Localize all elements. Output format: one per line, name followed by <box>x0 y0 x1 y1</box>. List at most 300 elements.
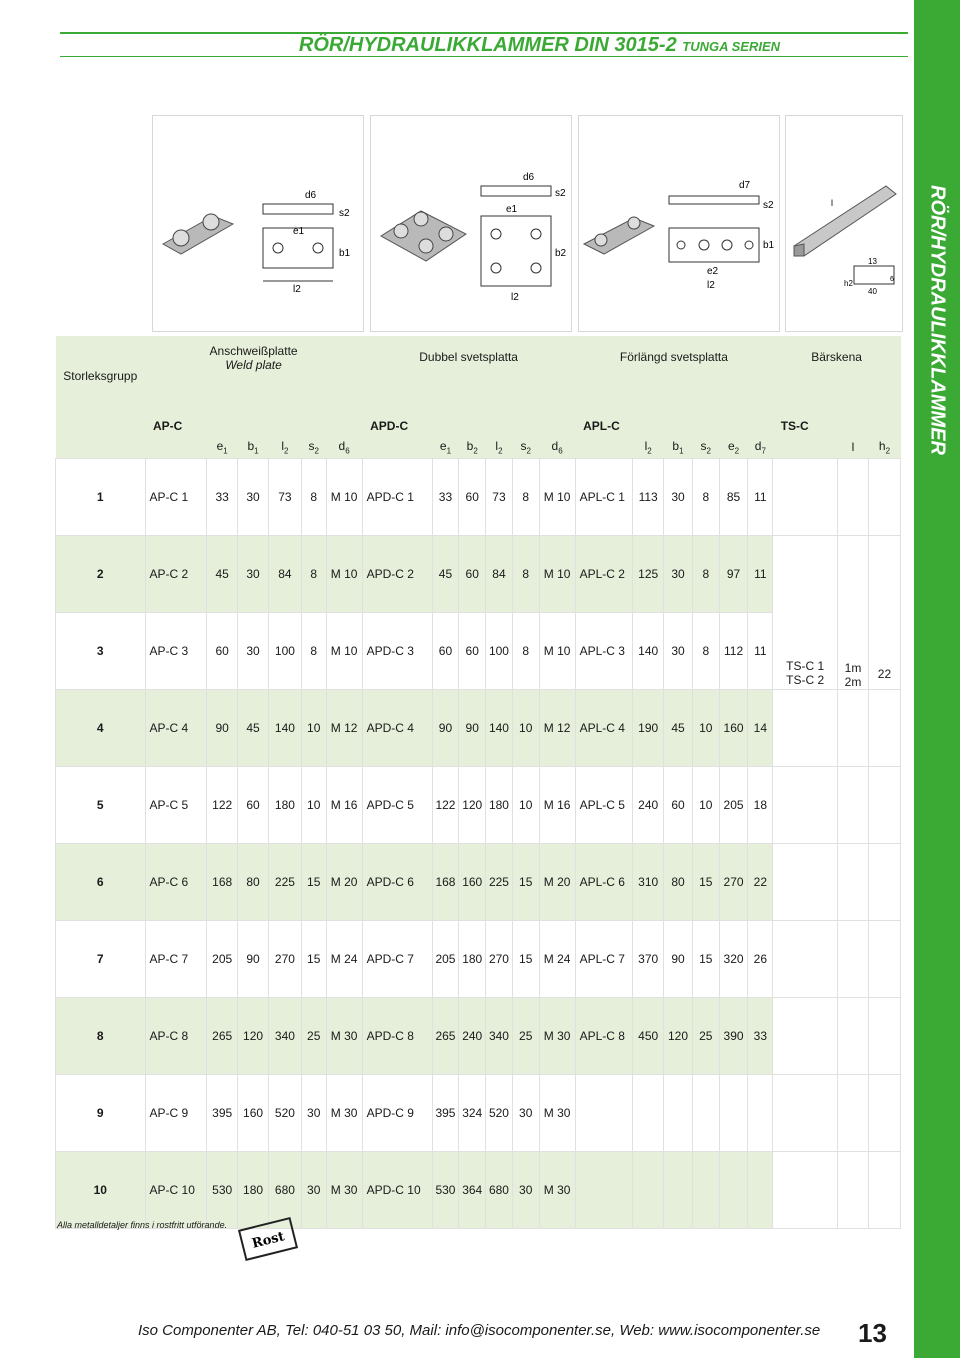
tsc-empty-cell <box>773 767 838 844</box>
aplc-code-cell: APL-C 8 <box>575 998 633 1075</box>
aplc-value-cell <box>692 1075 719 1152</box>
aplc-value-cell <box>719 1075 748 1152</box>
aplc-value-cell: 22 <box>748 844 773 921</box>
apdc-value-cell: 324 <box>459 1075 486 1152</box>
tsc-empty-cell <box>868 690 900 767</box>
apc-value-cell: 160 <box>238 1075 269 1152</box>
aplc-value-cell: 160 <box>719 690 748 767</box>
aplc-code: APL-C <box>575 416 773 436</box>
tsc-length: 1m <box>844 661 862 675</box>
table-row <box>56 690 901 767</box>
dim-d6: d6 <box>305 190 317 201</box>
dim-d6: d6 <box>523 172 535 183</box>
apdc-code-cell: APD-C 7 <box>362 921 432 998</box>
apdc-value-cell: 364 <box>459 1152 486 1229</box>
apc-title: Anschweißplatte <box>209 344 298 358</box>
aplc-value-cell: 25 <box>692 998 719 1075</box>
apc-code-col-header <box>145 436 207 459</box>
header-blank <box>56 416 146 436</box>
tsc-empty-cell <box>838 921 869 998</box>
tsc-drawing <box>785 115 903 332</box>
apdc-code-cell: APD-C 3 <box>362 613 432 690</box>
aplc-value-cell: 11 <box>748 459 773 536</box>
apdc-value-cell: 45 <box>432 536 459 613</box>
apc-value-cell: 45 <box>207 536 238 613</box>
aplc-value-cell: 370 <box>633 921 664 998</box>
footnote: Alla metalldetaljer finns i rostfritt utförande. <box>57 1220 228 1230</box>
dim-40: 40 <box>868 287 877 296</box>
apc-code-cell: AP-C 8 <box>145 998 207 1075</box>
apdc-code-cell: APD-C 5 <box>362 767 432 844</box>
apc-value-cell: 30 <box>238 613 269 690</box>
apc-value-cell: 10 <box>301 690 326 767</box>
tsc-empty-cell <box>868 998 900 1075</box>
apdc-value-cell: 265 <box>432 998 459 1075</box>
aplc-code-cell: APL-C 7 <box>575 921 633 998</box>
apdc-value-cell: 8 <box>512 536 539 613</box>
apdc-drawing <box>370 115 572 332</box>
aplc-value-cell <box>633 1075 664 1152</box>
apc-code-cell: AP-C 9 <box>145 1075 207 1152</box>
apdc-value-cell: 60 <box>459 459 486 536</box>
apc-value-cell: 270 <box>268 921 301 998</box>
apdc-value-cell: 30 <box>512 1075 539 1152</box>
tsc-col-h2: $h_2$ <box>868 436 900 459</box>
apc-value-cell: 225 <box>268 844 301 921</box>
side-tab-label: RÖR/HYDRAULIKKLAMMER <box>926 185 949 455</box>
dim-b1: b1 <box>763 240 775 251</box>
apc-value-cell: 30 <box>238 536 269 613</box>
apdc-value-cell: M 10 <box>539 536 575 613</box>
table-row <box>56 844 901 921</box>
apc-value-cell: 45 <box>238 690 269 767</box>
aplc-value-cell: 190 <box>633 690 664 767</box>
aplc-value-cell: 15 <box>692 844 719 921</box>
spec-table <box>55 336 901 1229</box>
aplc-code-cell <box>575 1075 633 1152</box>
apc-value-cell: 140 <box>268 690 301 767</box>
apdc-value-cell: M 10 <box>539 613 575 690</box>
apc-code-cell: AP-C 10 <box>145 1152 207 1229</box>
aplc-code-cell: APL-C 2 <box>575 536 633 613</box>
size-group-cell: 7 <box>56 921 146 998</box>
apc-code-cell: AP-C 6 <box>145 844 207 921</box>
page-subtitle: TUNGA SERIEN <box>682 39 780 54</box>
apdc-code-cell: APD-C 10 <box>362 1152 432 1229</box>
apdc-value-cell: 90 <box>459 690 486 767</box>
size-group-cell: 4 <box>56 690 146 767</box>
apdc-col-s2: $s_2$ <box>512 436 539 459</box>
apdc-value-cell: 140 <box>486 690 513 767</box>
table-row <box>56 921 901 998</box>
aplc-value-cell: 80 <box>664 844 693 921</box>
apdc-code-cell: APD-C 1 <box>362 459 432 536</box>
tsc-empty-cell <box>838 690 869 767</box>
apc-code-cell: AP-C 1 <box>145 459 207 536</box>
dim-s2: s2 <box>763 200 774 211</box>
apc-value-cell: M 10 <box>326 459 362 536</box>
apc-value-cell: 90 <box>238 921 269 998</box>
dim-e1: e1 <box>293 226 305 237</box>
tsc-empty-cell <box>773 844 838 921</box>
tsc-empty-cell <box>868 767 900 844</box>
aplc-value-cell <box>719 1152 748 1229</box>
aplc-value-cell: 30 <box>664 613 693 690</box>
aplc-col-s2: $s_2$ <box>692 436 719 459</box>
apc-value-cell: 395 <box>207 1075 238 1152</box>
aplc-code-cell <box>575 1152 633 1229</box>
dim-d7: d7 <box>739 180 751 191</box>
aplc-value-cell: 8 <box>692 613 719 690</box>
aplc-value-cell: 33 <box>748 998 773 1075</box>
aplc-value-cell: 112 <box>719 613 748 690</box>
apc-code-cell: AP-C 4 <box>145 690 207 767</box>
apc-drawing <box>152 115 364 332</box>
aplc-value-cell: 8 <box>692 536 719 613</box>
apc-code-cell: AP-C 3 <box>145 613 207 690</box>
aplc-drawing <box>578 115 780 332</box>
apc-col-s2: $s_2$ <box>301 436 326 459</box>
aplc-code-cell: APL-C 3 <box>575 613 633 690</box>
apdc-value-cell: M 10 <box>539 459 575 536</box>
apdc-value-cell: 205 <box>432 921 459 998</box>
apdc-value-cell: 240 <box>459 998 486 1075</box>
apc-value-cell: M 10 <box>326 536 362 613</box>
apdc-value-cell: M 30 <box>539 1152 575 1229</box>
apc-code-cell: AP-C 7 <box>145 921 207 998</box>
apc-code: AP-C <box>145 416 362 436</box>
size-group-cell: 9 <box>56 1075 146 1152</box>
apc-col-l2: $l_2$ <box>268 436 301 459</box>
aplc-value-cell: 450 <box>633 998 664 1075</box>
tsc-empty-cell <box>773 1152 838 1229</box>
apc-value-cell: 30 <box>238 459 269 536</box>
apdc-value-cell: 60 <box>459 613 486 690</box>
apc-value-cell: 84 <box>268 536 301 613</box>
aplc-value-cell: 240 <box>633 767 664 844</box>
tsc-empty-cell <box>773 998 838 1075</box>
aplc-value-cell <box>748 1152 773 1229</box>
aplc-value-cell: 18 <box>748 767 773 844</box>
apdc-code-cell: APD-C 2 <box>362 536 432 613</box>
aplc-value-cell: 120 <box>664 998 693 1075</box>
dim-s2: s2 <box>339 208 350 219</box>
apdc-value-cell: M 16 <box>539 767 575 844</box>
tsc-empty-cell <box>868 459 900 536</box>
tsc-empty-cell <box>773 690 838 767</box>
apdc-value-cell: 100 <box>486 613 513 690</box>
dim-l2: l2 <box>511 292 519 303</box>
tsc-empty-cell <box>773 1075 838 1152</box>
apc-value-cell: 60 <box>238 767 269 844</box>
dim-h2: h2 <box>844 279 853 288</box>
apdc-value-cell: M 24 <box>539 921 575 998</box>
size-group-cell: 2 <box>56 536 146 613</box>
size-group-cell: 6 <box>56 844 146 921</box>
footer-contact: Iso Componenter AB, Tel: 040-51 03 50, Mail: info@isocomponenter.se, Web: www.isocomponenter.se <box>138 1322 821 1339</box>
apc-value-cell: 10 <box>301 767 326 844</box>
table-row <box>56 459 901 536</box>
apdc-col-e1: $e_1$ <box>432 436 459 459</box>
apdc-code-col-header <box>362 436 432 459</box>
table-row <box>56 767 901 844</box>
apc-value-cell: 520 <box>268 1075 301 1152</box>
tsc-length: 2m <box>844 675 862 689</box>
tsc-empty-cell <box>868 844 900 921</box>
apc-value-cell: 33 <box>207 459 238 536</box>
apdc-value-cell: 15 <box>512 844 539 921</box>
aplc-col-d7: $d_7$ <box>748 436 773 459</box>
dim-l2: l2 <box>293 284 301 295</box>
table-row <box>56 1075 901 1152</box>
aplc-value-cell: 60 <box>664 767 693 844</box>
dim-l2: l2 <box>707 280 715 291</box>
apc-value-cell: 122 <box>207 767 238 844</box>
apdc-value-cell: 90 <box>432 690 459 767</box>
aplc-value-cell: 310 <box>633 844 664 921</box>
aplc-value-cell: 97 <box>719 536 748 613</box>
aplc-col-l2: $l_2$ <box>633 436 664 459</box>
table-row <box>56 998 901 1075</box>
dim-s2: s2 <box>555 188 566 199</box>
aplc-code-cell: APL-C 4 <box>575 690 633 767</box>
table-row <box>56 1152 901 1229</box>
apc-value-cell: 8 <box>301 459 326 536</box>
aplc-value-cell: 30 <box>664 459 693 536</box>
aplc-value-cell: 10 <box>692 767 719 844</box>
aplc-value-cell: 140 <box>633 613 664 690</box>
size-group-cell: 1 <box>56 459 146 536</box>
tsc-title: Bärskena <box>773 336 901 416</box>
tsc-code: TS-C <box>773 416 901 436</box>
apdc-col-b2: $b_2$ <box>459 436 486 459</box>
tsc-empty-cell <box>838 1075 869 1152</box>
apc-code-cell: AP-C 2 <box>145 536 207 613</box>
aplc-value-cell: 45 <box>664 690 693 767</box>
apc-code-cell: AP-C 5 <box>145 767 207 844</box>
aplc-value-cell: 10 <box>692 690 719 767</box>
aplc-value-cell: 205 <box>719 767 748 844</box>
apc-value-cell: M 30 <box>326 1152 362 1229</box>
apc-value-cell: M 10 <box>326 613 362 690</box>
apc-value-cell: 180 <box>268 767 301 844</box>
apc-value-cell: 340 <box>268 998 301 1075</box>
table-row <box>56 536 901 613</box>
apc-value-cell: M 24 <box>326 921 362 998</box>
size-group-header: Storleksgrupp <box>56 336 146 416</box>
apdc-value-cell: 84 <box>486 536 513 613</box>
apdc-col-l2: $l_2$ <box>486 436 513 459</box>
aplc-value-cell: 113 <box>633 459 664 536</box>
tsc-code-cell <box>773 536 838 690</box>
aplc-value-cell: 320 <box>719 921 748 998</box>
apc-value-cell: M 30 <box>326 998 362 1075</box>
tsc-empty-cell <box>838 1152 869 1229</box>
apdc-code-cell: APD-C 8 <box>362 998 432 1075</box>
aplc-value-cell: 15 <box>692 921 719 998</box>
page-title-text: RÖR/HYDRAULIKKLAMMER DIN 3015-2 <box>298 34 677 56</box>
apc-value-cell: M 16 <box>326 767 362 844</box>
tsc-empty-cell <box>868 921 900 998</box>
aplc-col-e2: $e_2$ <box>719 436 748 459</box>
dim-l: l <box>831 198 833 208</box>
size-group-cell: 8 <box>56 998 146 1075</box>
aplc-value-cell <box>664 1075 693 1152</box>
apdc-value-cell: 60 <box>459 536 486 613</box>
apc-value-cell: 60 <box>207 613 238 690</box>
aplc-value-cell: 125 <box>633 536 664 613</box>
dim-6: 6 <box>890 276 894 283</box>
tsc-empty-cell <box>838 844 869 921</box>
apdc-value-cell: M 12 <box>539 690 575 767</box>
apdc-value-cell: 270 <box>486 921 513 998</box>
aplc-title: Förlängd svetsplatta <box>575 336 773 416</box>
apdc-value-cell: 120 <box>459 767 486 844</box>
apc-value-cell: 680 <box>268 1152 301 1229</box>
apc-value-cell: 168 <box>207 844 238 921</box>
rostfrei-stamp <box>238 1216 298 1267</box>
tsc-code-col-header <box>773 436 838 459</box>
apdc-value-cell: 225 <box>486 844 513 921</box>
aplc-value-cell: 270 <box>719 844 748 921</box>
apdc-value-cell: 160 <box>459 844 486 921</box>
size-group-cell: 3 <box>56 613 146 690</box>
apdc-value-cell: 30 <box>512 1152 539 1229</box>
aplc-code-cell: APL-C 5 <box>575 767 633 844</box>
aplc-value-cell <box>692 1152 719 1229</box>
dim-e1: e1 <box>506 204 518 215</box>
apc-value-cell: 120 <box>238 998 269 1075</box>
apdc-value-cell: 340 <box>486 998 513 1075</box>
tsc-length-cell <box>838 536 869 690</box>
apc-value-cell: 73 <box>268 459 301 536</box>
apc-value-cell: 80 <box>238 844 269 921</box>
aplc-value-cell: 14 <box>748 690 773 767</box>
apdc-value-cell: 180 <box>459 921 486 998</box>
apc-value-cell: 30 <box>301 1152 326 1229</box>
tsc-empty-cell <box>838 767 869 844</box>
page-number: 13 <box>858 1318 887 1348</box>
apdc-value-cell: 25 <box>512 998 539 1075</box>
page-title <box>0 34 780 57</box>
apc-col-b1: $b_1$ <box>238 436 269 459</box>
apdc-value-cell: 8 <box>512 613 539 690</box>
apdc-value-cell: 530 <box>432 1152 459 1229</box>
aplc-value-cell: 11 <box>748 613 773 690</box>
header-blank <box>56 436 146 459</box>
apdc-value-cell: 73 <box>486 459 513 536</box>
apdc-value-cell: 395 <box>432 1075 459 1152</box>
apc-value-cell: M 30 <box>326 1075 362 1152</box>
apc-col-e1: $e_1$ <box>207 436 238 459</box>
aplc-value-cell: 26 <box>748 921 773 998</box>
size-group-cell: 10 <box>56 1152 146 1229</box>
dim-b1: b1 <box>339 248 351 259</box>
apc-value-cell: 205 <box>207 921 238 998</box>
apdc-code-cell: APD-C 9 <box>362 1075 432 1152</box>
apdc-value-cell: 10 <box>512 767 539 844</box>
apdc-value-cell: 122 <box>432 767 459 844</box>
tsc-empty-cell <box>773 921 838 998</box>
apdc-value-cell: 168 <box>432 844 459 921</box>
dim-e2: e2 <box>707 266 719 277</box>
apdc-value-cell: 15 <box>512 921 539 998</box>
aplc-value-cell: 8 <box>692 459 719 536</box>
apc-value-cell: 8 <box>301 536 326 613</box>
apc-value-cell: M 20 <box>326 844 362 921</box>
apdc-value-cell: 520 <box>486 1075 513 1152</box>
apc-value-cell: 15 <box>301 844 326 921</box>
apc-col-d6: $d_6$ <box>326 436 362 459</box>
aplc-value-cell <box>748 1075 773 1152</box>
tsc-empty-cell <box>868 1075 900 1152</box>
apc-value-cell: M 12 <box>326 690 362 767</box>
header-code-row <box>56 416 901 436</box>
apc-value-cell: 8 <box>301 613 326 690</box>
tsc-col-l: l <box>838 436 869 459</box>
apdc-value-cell: 33 <box>432 459 459 536</box>
size-group-cell: 5 <box>56 767 146 844</box>
aplc-value-cell <box>664 1152 693 1229</box>
apdc-code-cell: APD-C 4 <box>362 690 432 767</box>
tsc-empty-cell <box>868 1152 900 1229</box>
apdc-value-cell: 180 <box>486 767 513 844</box>
tsc-h2-cell: 22 <box>868 536 900 690</box>
apdc-code: APD-C <box>362 416 575 436</box>
stamp-text: Rost <box>250 1229 287 1252</box>
aplc-code-cell: APL-C 1 <box>575 459 633 536</box>
apdc-title: Dubbel svetsplatta <box>362 336 575 416</box>
apdc-code-cell: APD-C 6 <box>362 844 432 921</box>
header-symbol-row <box>56 436 901 459</box>
tsc-empty-cell <box>838 998 869 1075</box>
apdc-col-d6: $d_6$ <box>539 436 575 459</box>
aplc-col-b1: $b_1$ <box>664 436 693 459</box>
apc-value-cell: 90 <box>207 690 238 767</box>
apdc-value-cell: 8 <box>512 459 539 536</box>
tsc-empty-cell <box>838 459 869 536</box>
apc-value-cell: 180 <box>238 1152 269 1229</box>
apc-value-cell: 30 <box>301 1075 326 1152</box>
aplc-value-cell <box>633 1152 664 1229</box>
apdc-value-cell: M 30 <box>539 998 575 1075</box>
apc-subtitle: Weld plate <box>225 358 282 372</box>
apc-value-cell: 100 <box>268 613 301 690</box>
aplc-value-cell: 85 <box>719 459 748 536</box>
apc-value-cell: 25 <box>301 998 326 1075</box>
aplc-value-cell: 90 <box>664 921 693 998</box>
apc-value-cell: 265 <box>207 998 238 1075</box>
apdc-value-cell: 60 <box>432 613 459 690</box>
aplc-code-col-header <box>575 436 633 459</box>
aplc-code-cell: APL-C 6 <box>575 844 633 921</box>
aplc-value-cell: 390 <box>719 998 748 1075</box>
apc-header <box>145 336 362 416</box>
aplc-value-cell: 11 <box>748 536 773 613</box>
tsc-code: TS-C 1 <box>786 659 825 673</box>
apdc-value-cell: M 20 <box>539 844 575 921</box>
tsc-empty-cell <box>773 459 838 536</box>
apdc-value-cell: 680 <box>486 1152 513 1229</box>
apdc-value-cell: 10 <box>512 690 539 767</box>
aplc-value-cell: 30 <box>664 536 693 613</box>
apdc-value-cell: M 30 <box>539 1075 575 1152</box>
dim-b2: b2 <box>555 248 567 259</box>
apc-value-cell: 15 <box>301 921 326 998</box>
dim-13: 13 <box>868 257 877 266</box>
apc-value-cell: 530 <box>207 1152 238 1229</box>
tsc-code: TS-C 2 <box>786 673 825 687</box>
